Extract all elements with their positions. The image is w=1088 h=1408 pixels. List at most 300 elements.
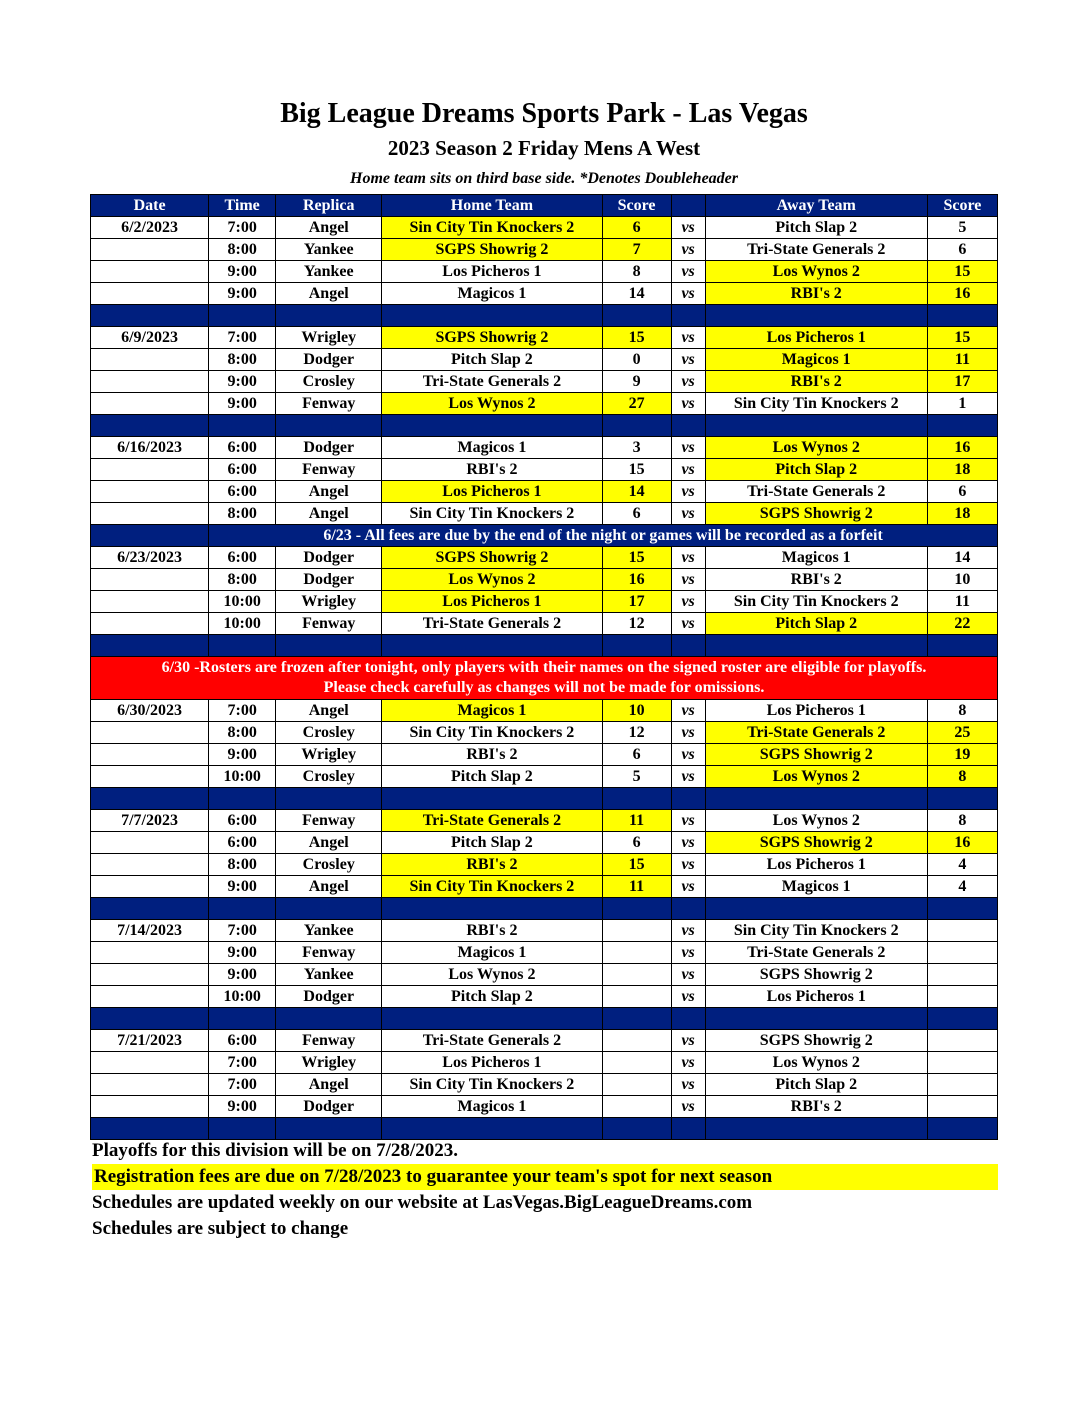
- separator-cell: [276, 788, 382, 810]
- game-row: [91, 261, 998, 283]
- header-row: [91, 195, 998, 217]
- away-score: 18: [927, 503, 997, 525]
- game-row: [91, 722, 998, 744]
- game-date: [91, 371, 209, 393]
- game-time: 7:00: [209, 327, 276, 349]
- game-row: [91, 481, 998, 503]
- vs-label: vs: [671, 722, 705, 744]
- game-time: 9:00: [209, 371, 276, 393]
- vs-label: vs: [671, 547, 705, 569]
- away-score: 16: [927, 832, 997, 854]
- away-team: Los Picheros 1: [705, 986, 927, 1008]
- separator-cell: [705, 305, 927, 327]
- vs-label: vs: [671, 459, 705, 481]
- footer-change: Schedules are subject to change: [92, 1218, 349, 1239]
- away-score: 25: [927, 722, 997, 744]
- game-time: 9:00: [209, 876, 276, 898]
- away-score: 8: [927, 810, 997, 832]
- vs-label: vs: [671, 261, 705, 283]
- game-date: 6/30/2023: [91, 700, 209, 722]
- home-score: 9: [602, 371, 671, 393]
- game-row: [91, 854, 998, 876]
- separator-cell: [927, 635, 997, 657]
- away-team: RBI's 2: [705, 569, 927, 591]
- home-score: [602, 1052, 671, 1074]
- separator-cell: [705, 415, 927, 437]
- home-score: 6: [602, 217, 671, 239]
- home-team: Los Wynos 2: [382, 393, 602, 415]
- home-team: Tri-State Generals 2: [382, 613, 602, 635]
- separator-cell: [602, 788, 671, 810]
- game-row: [91, 876, 998, 898]
- vs-label: vs: [671, 371, 705, 393]
- game-row: [91, 283, 998, 305]
- game-time: 8:00: [209, 569, 276, 591]
- game-field: Angel: [276, 1074, 382, 1096]
- home-score: 15: [602, 854, 671, 876]
- vs-label: vs: [671, 217, 705, 239]
- separator-cell: [276, 305, 382, 327]
- separator-cell: [602, 305, 671, 327]
- game-time: 9:00: [209, 942, 276, 964]
- vs-label: vs: [671, 503, 705, 525]
- home-team: Los Picheros 1: [382, 1052, 602, 1074]
- home-team: Sin City Tin Knockers 2: [382, 1074, 602, 1096]
- game-row: [91, 591, 998, 613]
- away-team: Pitch Slap 2: [705, 613, 927, 635]
- game-date: 7/7/2023: [91, 810, 209, 832]
- game-time: 7:00: [209, 217, 276, 239]
- vs-label: vs: [671, 239, 705, 261]
- home-score: [602, 1030, 671, 1052]
- away-team: Los Picheros 1: [705, 700, 927, 722]
- game-field: Yankee: [276, 964, 382, 986]
- info-banner-row: [91, 525, 998, 547]
- separator-cell: [927, 1118, 997, 1140]
- game-field: Fenway: [276, 393, 382, 415]
- away-score: 16: [927, 437, 997, 459]
- home-team: SGPS Showrig 2: [382, 547, 602, 569]
- game-field: Fenway: [276, 613, 382, 635]
- game-field: Angel: [276, 832, 382, 854]
- separator-cell: [91, 305, 209, 327]
- game-field: Dodger: [276, 1096, 382, 1118]
- away-team: Magicos 1: [705, 876, 927, 898]
- game-date: 6/23/2023: [91, 547, 209, 569]
- vs-label: vs: [671, 327, 705, 349]
- vs-label: vs: [671, 437, 705, 459]
- home-team: Tri-State Generals 2: [382, 1030, 602, 1052]
- col-away-team: Away Team: [705, 195, 927, 217]
- separator-cell: [602, 415, 671, 437]
- vs-label: vs: [671, 613, 705, 635]
- separator-cell: [209, 788, 276, 810]
- home-team: Los Picheros 1: [382, 591, 602, 613]
- game-time: 9:00: [209, 744, 276, 766]
- game-field: Dodger: [276, 349, 382, 371]
- home-score: 14: [602, 283, 671, 305]
- away-team: Los Wynos 2: [705, 810, 927, 832]
- game-date: [91, 393, 209, 415]
- separator-cell: [671, 305, 705, 327]
- vs-label: vs: [671, 569, 705, 591]
- home-score: [602, 1096, 671, 1118]
- away-score: 1: [927, 393, 997, 415]
- away-team: SGPS Showrig 2: [705, 744, 927, 766]
- game-row: [91, 239, 998, 261]
- home-team: Tri-State Generals 2: [382, 371, 602, 393]
- game-row: [91, 744, 998, 766]
- game-date: [91, 569, 209, 591]
- vs-label: vs: [671, 920, 705, 942]
- home-team: Tri-State Generals 2: [382, 810, 602, 832]
- week-separator-row: [91, 1118, 998, 1140]
- home-team: RBI's 2: [382, 744, 602, 766]
- game-field: Angel: [276, 283, 382, 305]
- game-time: 6:00: [209, 832, 276, 854]
- game-row: [91, 371, 998, 393]
- away-team: Pitch Slap 2: [705, 1074, 927, 1096]
- home-score: 0: [602, 349, 671, 371]
- game-row: [91, 810, 998, 832]
- game-time: 9:00: [209, 261, 276, 283]
- home-team: Sin City Tin Knockers 2: [382, 503, 602, 525]
- away-score: 22: [927, 613, 997, 635]
- away-score: [927, 942, 997, 964]
- home-score: 15: [602, 547, 671, 569]
- away-score: 19: [927, 744, 997, 766]
- game-row: [91, 393, 998, 415]
- page-title: Big League Dreams Sports Park - Las Vegas: [280, 98, 808, 129]
- game-field: Yankee: [276, 239, 382, 261]
- game-date: [91, 459, 209, 481]
- separator-cell: [602, 1008, 671, 1030]
- col-away-score: Score: [927, 195, 997, 217]
- vs-label: vs: [671, 766, 705, 788]
- home-score: 6: [602, 503, 671, 525]
- away-score: 14: [927, 547, 997, 569]
- away-score: 11: [927, 349, 997, 371]
- home-score: 15: [602, 327, 671, 349]
- home-score: 11: [602, 876, 671, 898]
- away-score: 15: [927, 261, 997, 283]
- separator-cell: [209, 1118, 276, 1140]
- footer-playoffs: Playoffs for this division will be on 7/28/2023.: [92, 1140, 458, 1161]
- game-time: 7:00: [209, 700, 276, 722]
- game-row: [91, 613, 998, 635]
- game-time: 9:00: [209, 964, 276, 986]
- game-field: Crosley: [276, 722, 382, 744]
- game-row: [91, 327, 998, 349]
- game-time: 7:00: [209, 1052, 276, 1074]
- away-team: Los Picheros 1: [705, 854, 927, 876]
- game-time: 6:00: [209, 437, 276, 459]
- separator-cell: [209, 635, 276, 657]
- game-date: [91, 832, 209, 854]
- away-score: [927, 1030, 997, 1052]
- game-date: 6/9/2023: [91, 327, 209, 349]
- game-date: [91, 239, 209, 261]
- schedule-table: [90, 194, 998, 1140]
- game-row: [91, 942, 998, 964]
- home-team: SGPS Showrig 2: [382, 327, 602, 349]
- week-separator-row: [91, 898, 998, 920]
- separator-cell: [705, 898, 927, 920]
- separator-cell: [705, 1118, 927, 1140]
- separator-cell: [671, 415, 705, 437]
- vs-label: vs: [671, 283, 705, 305]
- week-separator-row: [91, 1008, 998, 1030]
- game-date: 7/14/2023: [91, 920, 209, 942]
- home-team: Sin City Tin Knockers 2: [382, 217, 602, 239]
- home-score: [602, 1074, 671, 1096]
- vs-label: vs: [671, 942, 705, 964]
- home-team: Magicos 1: [382, 700, 602, 722]
- vs-label: vs: [671, 744, 705, 766]
- game-row: [91, 437, 998, 459]
- separator-cell: [671, 898, 705, 920]
- separator-cell: [602, 898, 671, 920]
- separator-cell: [382, 305, 602, 327]
- game-date: [91, 283, 209, 305]
- game-time: 10:00: [209, 591, 276, 613]
- game-time: 8:00: [209, 854, 276, 876]
- game-row: [91, 217, 998, 239]
- separator-cell: [671, 788, 705, 810]
- vs-label: vs: [671, 1030, 705, 1052]
- away-score: 10: [927, 569, 997, 591]
- separator-cell: [927, 898, 997, 920]
- away-team: Los Wynos 2: [705, 437, 927, 459]
- separator-cell: [382, 635, 602, 657]
- game-date: [91, 261, 209, 283]
- away-score: 8: [927, 766, 997, 788]
- separator-cell: [91, 898, 209, 920]
- vs-label: vs: [671, 810, 705, 832]
- away-team: Sin City Tin Knockers 2: [705, 591, 927, 613]
- vs-label: vs: [671, 481, 705, 503]
- away-team: RBI's 2: [705, 283, 927, 305]
- vs-label: vs: [671, 700, 705, 722]
- game-row: [91, 503, 998, 525]
- game-field: Fenway: [276, 1030, 382, 1052]
- away-score: [927, 1096, 997, 1118]
- away-team: Los Picheros 1: [705, 327, 927, 349]
- separator-cell: [671, 1008, 705, 1030]
- home-score: 12: [602, 722, 671, 744]
- away-team: SGPS Showrig 2: [705, 1030, 927, 1052]
- home-team: Los Wynos 2: [382, 569, 602, 591]
- game-field: Fenway: [276, 810, 382, 832]
- vs-label: vs: [671, 349, 705, 371]
- separator-cell: [927, 1008, 997, 1030]
- home-score: 12: [602, 613, 671, 635]
- separator-cell: [91, 1118, 209, 1140]
- home-score: 17: [602, 591, 671, 613]
- page-subtitle: 2023 Season 2 Friday Mens A West: [387, 136, 701, 160]
- game-row: [91, 920, 998, 942]
- game-field: Angel: [276, 481, 382, 503]
- footer-website: Schedules are updated weekly on our website at LasVegas.BigLeagueDreams.com: [92, 1192, 753, 1213]
- game-field: Wrigley: [276, 327, 382, 349]
- away-score: [927, 964, 997, 986]
- away-score: 18: [927, 459, 997, 481]
- game-row: [91, 1096, 998, 1118]
- away-team: Los Wynos 2: [705, 261, 927, 283]
- home-score: 14: [602, 481, 671, 503]
- game-time: 9:00: [209, 393, 276, 415]
- away-score: 17: [927, 371, 997, 393]
- game-field: Angel: [276, 876, 382, 898]
- home-score: 6: [602, 744, 671, 766]
- game-time: 8:00: [209, 722, 276, 744]
- home-score: [602, 920, 671, 942]
- away-score: [927, 986, 997, 1008]
- game-date: [91, 942, 209, 964]
- game-field: Dodger: [276, 569, 382, 591]
- away-score: 4: [927, 876, 997, 898]
- schedule-body: [91, 217, 998, 1140]
- week-separator-row: [91, 788, 998, 810]
- game-date: [91, 481, 209, 503]
- home-score: 15: [602, 459, 671, 481]
- game-row: [91, 547, 998, 569]
- away-score: [927, 920, 997, 942]
- separator-cell: [91, 1008, 209, 1030]
- col-time: Time: [209, 195, 276, 217]
- game-time: 9:00: [209, 1096, 276, 1118]
- separator-cell: [91, 525, 209, 547]
- game-row: [91, 986, 998, 1008]
- away-team: SGPS Showrig 2: [705, 503, 927, 525]
- info-banner: 6/23 - All fees are due by the end of the night or games will be recorded as a forfeit: [209, 525, 998, 547]
- week-separator-row: [91, 305, 998, 327]
- separator-cell: [209, 305, 276, 327]
- home-team: Magicos 1: [382, 283, 602, 305]
- away-score: 16: [927, 283, 997, 305]
- away-team: RBI's 2: [705, 371, 927, 393]
- footer-registration: Registration fees are due on 7/28/2023 to guarantee your team's spot for next season: [92, 1164, 998, 1190]
- col-home-team: Home Team: [382, 195, 602, 217]
- away-team: Magicos 1: [705, 349, 927, 371]
- separator-cell: [91, 635, 209, 657]
- game-time: 6:00: [209, 810, 276, 832]
- separator-cell: [382, 415, 602, 437]
- game-field: Angel: [276, 700, 382, 722]
- home-team: Los Wynos 2: [382, 964, 602, 986]
- home-score: [602, 986, 671, 1008]
- home-score: 16: [602, 569, 671, 591]
- home-score: 6: [602, 832, 671, 854]
- game-field: Yankee: [276, 920, 382, 942]
- separator-cell: [602, 635, 671, 657]
- away-team: Pitch Slap 2: [705, 459, 927, 481]
- away-team: Tri-State Generals 2: [705, 722, 927, 744]
- game-field: Dodger: [276, 437, 382, 459]
- col-replica: Replica: [276, 195, 382, 217]
- away-team: Los Wynos 2: [705, 1052, 927, 1074]
- separator-cell: [927, 415, 997, 437]
- game-field: Angel: [276, 503, 382, 525]
- game-date: [91, 744, 209, 766]
- game-date: [91, 1052, 209, 1074]
- game-date: [91, 964, 209, 986]
- separator-cell: [705, 1008, 927, 1030]
- schedule-note: Home team sits on third base side. *Denotes Doubleheader: [350, 170, 738, 187]
- home-score: 27: [602, 393, 671, 415]
- game-date: [91, 876, 209, 898]
- away-score: 4: [927, 854, 997, 876]
- game-field: Wrigley: [276, 1052, 382, 1074]
- game-row: [91, 349, 998, 371]
- separator-cell: [276, 635, 382, 657]
- separator-cell: [705, 635, 927, 657]
- home-team: RBI's 2: [382, 854, 602, 876]
- vs-label: vs: [671, 986, 705, 1008]
- away-team: Pitch Slap 2: [705, 217, 927, 239]
- game-row: [91, 1030, 998, 1052]
- separator-cell: [276, 1118, 382, 1140]
- vs-label: vs: [671, 1074, 705, 1096]
- game-time: 6:00: [209, 481, 276, 503]
- game-time: 7:00: [209, 1074, 276, 1096]
- away-score: 6: [927, 481, 997, 503]
- game-time: 8:00: [209, 239, 276, 261]
- game-field: Fenway: [276, 459, 382, 481]
- home-score: 10: [602, 700, 671, 722]
- separator-cell: [382, 898, 602, 920]
- game-row: [91, 569, 998, 591]
- separator-cell: [276, 898, 382, 920]
- game-field: Wrigley: [276, 591, 382, 613]
- game-field: Wrigley: [276, 744, 382, 766]
- away-score: 5: [927, 217, 997, 239]
- separator-cell: [276, 415, 382, 437]
- alert-banner-row: [91, 657, 998, 700]
- separator-cell: [209, 1008, 276, 1030]
- separator-cell: [602, 1118, 671, 1140]
- home-score: 8: [602, 261, 671, 283]
- separator-cell: [382, 1008, 602, 1030]
- vs-label: vs: [671, 1096, 705, 1118]
- game-date: [91, 613, 209, 635]
- col-home-score: Score: [602, 195, 671, 217]
- game-time: 10:00: [209, 986, 276, 1008]
- away-team: Sin City Tin Knockers 2: [705, 393, 927, 415]
- game-date: [91, 349, 209, 371]
- home-team: Pitch Slap 2: [382, 986, 602, 1008]
- game-field: Dodger: [276, 986, 382, 1008]
- vs-label: vs: [671, 832, 705, 854]
- game-time: 9:00: [209, 283, 276, 305]
- game-row: [91, 700, 998, 722]
- home-score: 5: [602, 766, 671, 788]
- away-team: Magicos 1: [705, 547, 927, 569]
- away-score: [927, 1074, 997, 1096]
- game-time: 6:00: [209, 547, 276, 569]
- home-team: Los Picheros 1: [382, 481, 602, 503]
- home-team: Sin City Tin Knockers 2: [382, 876, 602, 898]
- game-time: 8:00: [209, 503, 276, 525]
- game-row: [91, 459, 998, 481]
- separator-cell: [91, 788, 209, 810]
- game-date: 6/2/2023: [91, 217, 209, 239]
- away-team: Tri-State Generals 2: [705, 239, 927, 261]
- vs-label: vs: [671, 876, 705, 898]
- separator-cell: [382, 788, 602, 810]
- away-score: 8: [927, 700, 997, 722]
- away-team: Tri-State Generals 2: [705, 942, 927, 964]
